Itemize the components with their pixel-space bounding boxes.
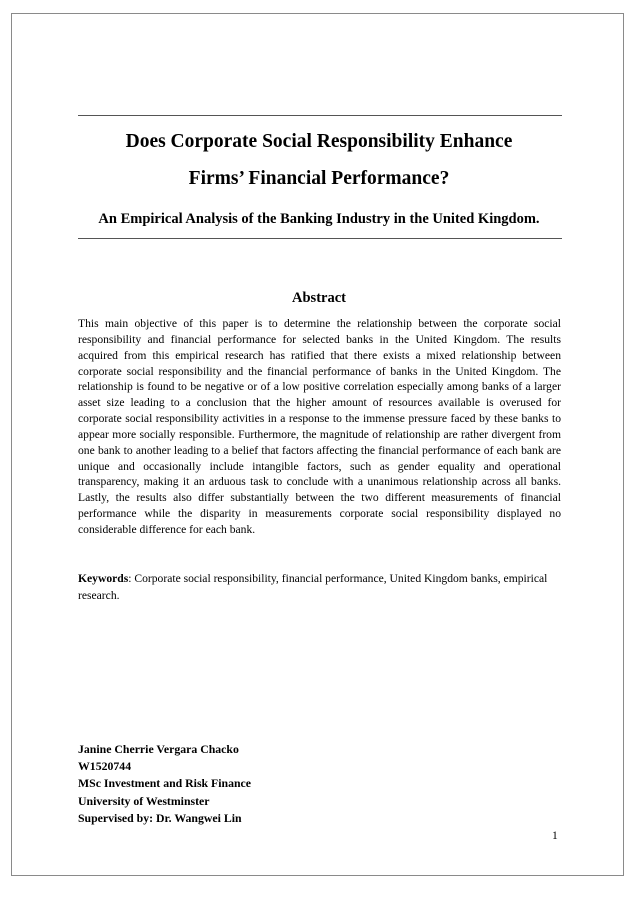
keywords-text: : Corporate social responsibility, financial performance, United Kingdom banks, empirical research. bbox=[78, 572, 548, 602]
subtitle: An Empirical Analysis of the Banking Industry in the United Kingdom. bbox=[98, 211, 540, 227]
title-line-1: Does Corporate Social Responsibility Enhance bbox=[125, 131, 513, 152]
abstract-heading: Abstract bbox=[292, 290, 346, 306]
abstract-body: This main objective of this paper is to determine the relationship between the corporate social responsibility and financial performance for selected banks in the United Kingdom. The results acquired from this empirical research has ratified that there exists a mixed relationship between corporate social responsibility and the financial performance of banks in the United Kingdom. The relationship is found to be negative or of a low positive correlation especially among banks of a larger asset size leading to a conclusion that the higher amount of resources available is overused for corporate social responsibility activities in a response to the immense pressure faced by these banks to appear more socially responsible. Furthermore, the magnitude of relationship are rather divergent from one bank to another leading to a belief that factors affecting the financial performance of each bank are unique and occasionally include intangible factors, such as gender equality and operational transparency, making it an arduous task to conclude with a unanimous relationship across all banks. Lastly, the results also differ substantially between the two different measurements of financial performance while the disparity in measurements corporate social responsibility displayed no considerable difference for each bank. bbox=[78, 317, 561, 536]
page-number: 1 bbox=[552, 829, 558, 842]
student-id: W1520744 bbox=[78, 759, 132, 774]
title-line-2: Firms’ Financial Performance? bbox=[188, 168, 450, 189]
university: University of Westminster bbox=[78, 793, 210, 808]
keywords-paragraph bbox=[78, 570, 561, 604]
author-block bbox=[78, 741, 251, 827]
programme: MSc Investment and Risk Finance bbox=[78, 776, 252, 791]
title-top-rule bbox=[78, 115, 562, 116]
supervisor: Supervised by: Dr. Wangwei Lin bbox=[78, 810, 242, 825]
author-name: Janine Cherrie Vergara Chacko bbox=[78, 742, 239, 756]
title-bottom-rule bbox=[78, 238, 562, 239]
keywords-label: Keywords bbox=[78, 572, 129, 585]
